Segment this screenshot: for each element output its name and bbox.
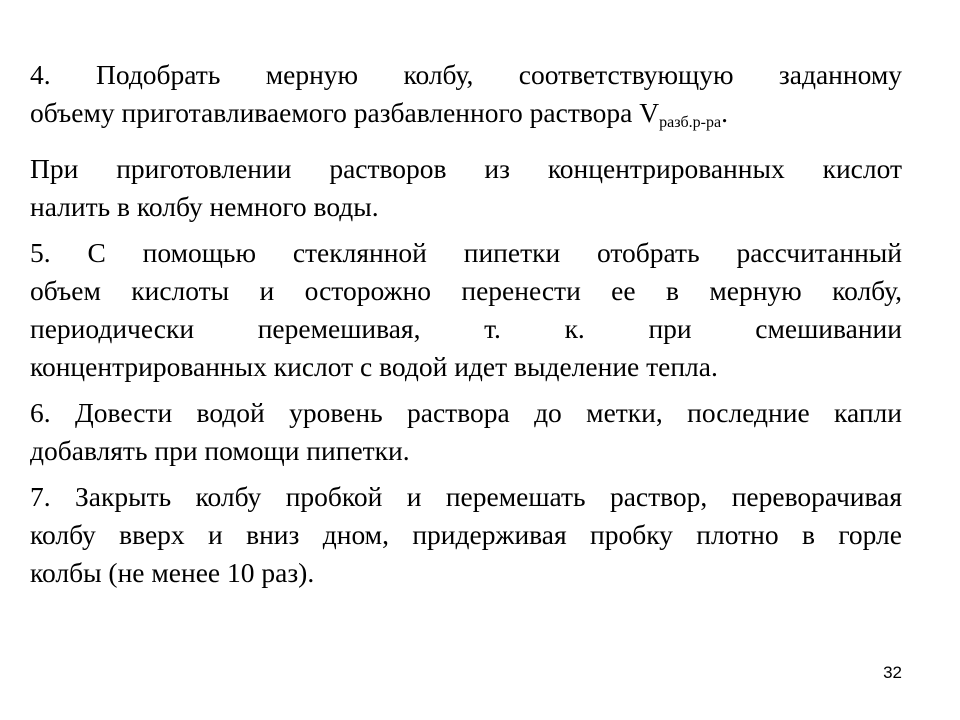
step-4-paragraph bbox=[30, 56, 902, 142]
step-4-note-paragraph bbox=[30, 150, 902, 226]
step-7-paragraph bbox=[30, 478, 902, 592]
text-line: колбу вверх и вниз дном, придерживая пробку плотно в горле bbox=[30, 519, 902, 550]
text-line: добавлять при помощи пипетки. bbox=[30, 435, 410, 466]
text-line: 5. С помощью стеклянной пипетки отобрать рассчитанный bbox=[30, 237, 902, 268]
volume-subscript: разб.р-ра bbox=[659, 114, 722, 131]
text-line: концентрированных кислот с водой идет выделение тепла. bbox=[30, 351, 718, 382]
text-line: При приготовлении растворов из концентрированных кислот bbox=[30, 153, 902, 184]
page-number: 32 bbox=[883, 663, 902, 682]
text-line: 6. Довести водой уровень раствора до метки, последние капли bbox=[30, 397, 902, 428]
text-line-content: объему приготавливаемого разбавленного раствора V bbox=[30, 97, 660, 128]
step-5-paragraph bbox=[30, 234, 902, 386]
text-line: налить в колбу немного воды. bbox=[30, 191, 379, 222]
slide-body bbox=[30, 56, 902, 600]
text-line bbox=[30, 94, 902, 142]
text-line: 7. Закрыть колбу пробкой и перемешать раствор, переворачивая bbox=[30, 481, 902, 512]
text-line: колбы (не менее 10 раз). bbox=[30, 557, 315, 588]
text-line: 4. Подобрать мерную колбу, соответствующую заданному bbox=[30, 59, 902, 90]
step-6-paragraph bbox=[30, 394, 902, 470]
text-line: объем кислоты и осторожно перенести ее в мерную колбу, bbox=[30, 275, 902, 306]
sentence-end: . bbox=[721, 97, 728, 128]
text-line: периодически перемешивая, т. к. при смешивании bbox=[30, 313, 902, 344]
